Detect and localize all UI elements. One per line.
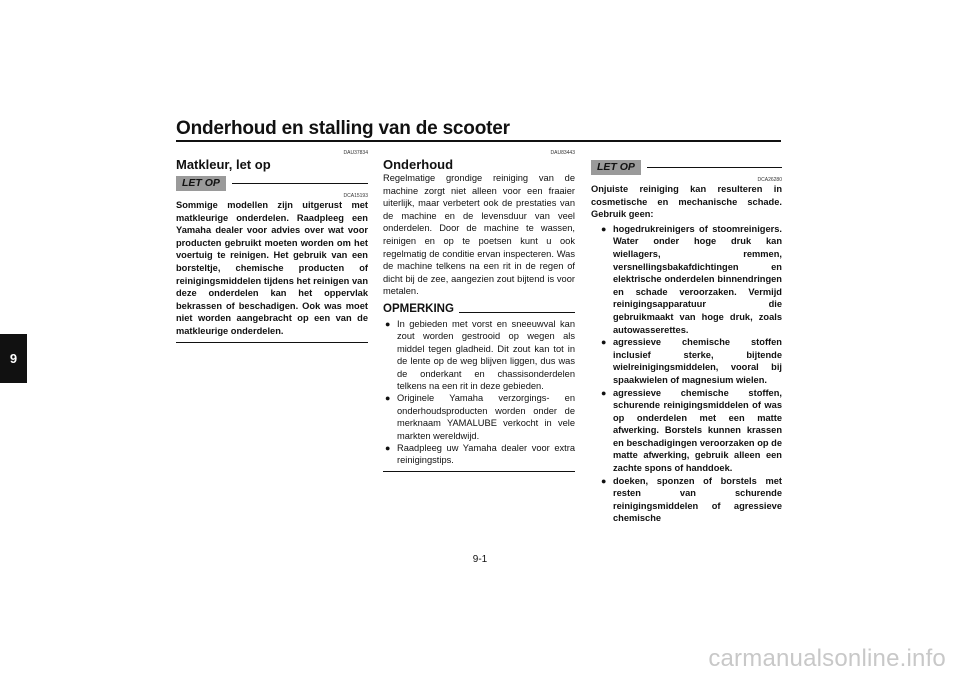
bullet-icon: ● [601,223,607,234]
section-code: DAU37834 [343,150,368,156]
caution-code: DCA26280 [757,177,782,183]
list-item: ● doeken, sponzen of borstels met resten van schurende reinigingsmiddelen of agressieve chemische [601,475,782,524]
page-number: 9-1 [472,554,488,565]
section-heading-onderhoud: Onderhoud [383,157,454,172]
chapter-tab: 9 [0,334,27,383]
bullet-icon: ● [601,387,607,398]
bullet-icon: ● [601,337,607,348]
column-caution [591,150,782,525]
caution-rule [232,183,368,184]
list-item: ● agressieve chemische stoffen inclusief sterke, bijtende wielreinigingsmiddelen, vooral bij spaakwielen of magnesium wielen. [601,337,782,385]
caution-rule [647,167,782,168]
list-item: ● hogedrukreinigers of stoomreinigers. Water onder hoge druk kan wiellagers, remmen, versnellingsbakafdichtingen en elektrische onderdelen binnendringen en schade veroorzaken. Vermijd reinigingsapparatuur die gebruikmaakt van hoge druk, zoals autowasserettes. [601,223,782,335]
note-end-rule [383,471,575,472]
watermark: carmanualsonline.info [708,645,946,672]
caution-list [591,223,782,525]
caution-code: DCA15193 [343,193,368,199]
note-label: OPMERKING [383,302,454,315]
body-text: Regelmatige grondige reiniging van de machine zorgt niet alleen voor een fraaier uiterlijk, maar verbetert ook de prestaties van de machine en de levensduur van veel onderdelen. Door de machine te wassen, reinigen en op te poetsen kunt u ook regelmatig de conditie ervan inspecteren. Was de machine telkens na een rit in de regen of dicht bij de zee, aangezien zout bijtend is voor metalen. [383,173,575,297]
page-title: Onderhoud en stalling van de scooter [176,118,510,139]
caution-header [591,160,782,175]
bullet-icon: ● [385,393,391,404]
note-list [383,318,575,467]
section-heading-matkleur: Matkleur, let op [176,157,271,172]
column-matkleur [176,150,368,343]
list-item: ● Originele Yamaha verzorgings- en onderhoudsproducten worden onder de merknaam YAMALUBE verkocht in vele markten wereldwijd. [385,393,575,441]
column-onderhoud [383,150,575,472]
section-code: DAU83443 [550,150,575,156]
caution-label: LET OP [591,160,641,175]
list-item: ● agressieve chemische stoffen, schurende reinigingsmiddelen of was op onderdelen met een matte afwerking. Borstels kunnen krassen en beschadigingen veroorzaken op de matte afwerking, gebruik alleen een zachte spons of handdoek. [601,387,782,474]
caution-intro: Onjuiste reiniging kan resulteren in cosmetische en mechanische schade. Gebruik geen: [591,184,782,220]
bullet-icon: ● [385,318,391,329]
caution-label: LET OP [176,176,226,191]
bullet-icon: ● [385,443,391,453]
note-rule [459,312,575,313]
caution-end-rule [176,342,368,343]
list-item: ● In gebieden met vorst en sneeuwval kan zout worden gestrooid op wegen als middel tegen gladheid. Dit zout kan tot in de lente op de weg blijven liggen, dus was de onderkant en chassisonderdelen telkens na een rit in deze gebieden. [385,318,575,391]
list-item: ● Raadpleeg uw Yamaha dealer voor extra reinigingstips. [385,443,575,466]
title-rule [176,140,781,142]
caution-text: Sommige modellen zijn uitgerust met matkleurige onderdelen. Raadpleeg een Yamaha dealer voor advies over wat voor producten gebruikt moeten worden om het voertuig te reinigen. Het gebruik van een borsteltje, chemische producten of reinigingsmiddelen tijdens het reinigen van deze onderdelen kan het oppervlak bekrassen of beschadigen. Ook was moet niet worden aangebracht op een van de matkleurige onderdelen. [176,200,368,336]
caution-header [176,176,368,191]
note-header [383,303,575,316]
bullet-icon: ● [601,475,607,486]
